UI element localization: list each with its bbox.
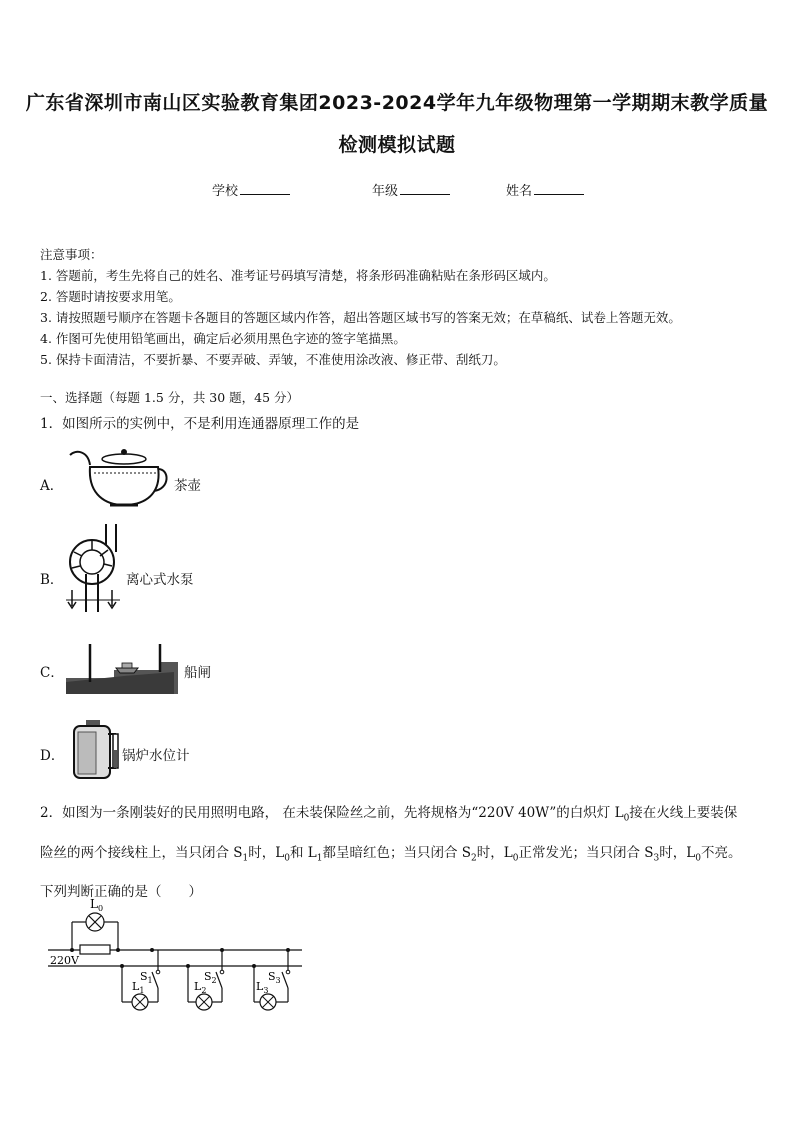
page-title-line-2: 检测模拟试题 (338, 134, 456, 156)
q2-sub: 0 (284, 853, 290, 864)
voltage-label: 220V (50, 954, 79, 967)
switch-s2 (216, 972, 222, 988)
option-d-letter: D． (40, 748, 65, 764)
switch-s1-label: $S_1$ (140, 970, 153, 985)
q2-text: 正常发光；当只闭合 S (518, 844, 654, 861)
notes-block (40, 244, 681, 370)
notes-item: 2. 答题时请按要求用笔。 (40, 289, 181, 304)
q2-text: 时，L (659, 844, 696, 861)
q2-text: 接在火线上要装保 (629, 805, 738, 821)
lamp-l2-label: $L_2$ (194, 980, 207, 995)
question-1-stem: 1．如图所示的实例中，不是利用连通器原理工作的是 (40, 416, 360, 432)
name-blank (534, 182, 584, 195)
option-a-letter: A． (40, 478, 64, 494)
branch-3 (252, 948, 290, 1010)
q2-sub: 1 (242, 853, 249, 864)
question-2-line-1 (40, 796, 760, 836)
name-field (506, 180, 584, 199)
option-b-letter: B． (40, 572, 64, 588)
option-c-letter: C． (40, 665, 64, 681)
option-c-label: 船闸 (184, 665, 211, 681)
lamp-l1-label: $L_1$ (132, 980, 145, 995)
switch-s1 (152, 972, 158, 988)
school-field (212, 180, 290, 199)
q2-sub: 3 (653, 853, 660, 864)
notes-item: 4. 作图可先使用铅笔画出，确定后必须用黑色字迹的签字笔描黑。 (40, 331, 406, 346)
q2-sub: 2 (471, 853, 477, 864)
q2-text: 时，L (248, 844, 285, 861)
q2-sub: 0 (695, 853, 701, 864)
notes-item: 3. 请按照题号顺序在答题卡各题目的答题区域内作答，超出答题区域书写的答案无效；在草稿纸、试卷上答题无效。 (40, 310, 681, 325)
q2-sub: 1 (316, 853, 323, 864)
q2-text: 都呈暗红色；当只闭合 S (322, 844, 472, 861)
lamp-l3-label: $L_3$ (256, 980, 269, 995)
circuit-diagram (48, 892, 308, 1022)
option-d-label: 锅炉水位计 (122, 748, 190, 764)
option-b-label: 离心式水泵 (126, 572, 194, 588)
q2-text: 不亮。 (700, 844, 742, 861)
q2-sub: 0 (512, 853, 519, 864)
q2-text: 和 L (289, 844, 317, 861)
branch-2 (186, 948, 224, 1010)
teapot-icon (66, 447, 172, 509)
section-heading: 一、选择题（每题 1.5 分，共 30 题，45 分） (40, 390, 300, 405)
q2-text: 时，L (476, 844, 513, 861)
notes-item: 1. 答题前，考生先将自己的姓名、准考证号码填写清楚，将条形码准确粘贴在条形码区域内。 (40, 268, 556, 283)
grade-blank (400, 182, 450, 195)
grade-field (372, 180, 450, 199)
switch-s3 (282, 972, 288, 988)
notes-heading: 注意事项： (40, 247, 103, 262)
school-blank (240, 182, 290, 195)
question-2-line-3: 下列判断正确的是（ ） (40, 884, 202, 901)
name-label: 姓名 (506, 184, 533, 199)
option-a-label: 茶壶 (174, 478, 201, 494)
lamp-l0-label: $L_0$ (90, 897, 104, 913)
branch-1 (120, 948, 160, 1010)
notes-item: 5. 保持卡面清洁，不要折暴、不要弄破、弄皱，不准使用涂改液、修正带、刮纸刀。 (40, 352, 506, 367)
question-2-line-2 (40, 836, 760, 876)
switch-s2-label: $S_2$ (204, 970, 217, 985)
pump-icon (62, 522, 124, 612)
ship-lock-icon (64, 642, 180, 696)
q2-text: 2．如图为一条刚装好的民用照明电路， 在未装保险丝之前，先将规格为“220V 40W”的白炽灯 L (40, 805, 624, 821)
boiler-gauge-icon (68, 718, 120, 782)
switch-s3-label: $S_3$ (268, 970, 281, 985)
school-label: 学校 (212, 184, 239, 199)
q2-text: 险丝的两个接线柱上，当只闭合 S (40, 844, 243, 861)
grade-label: 年级 (372, 184, 399, 199)
fuse-terminals (80, 945, 110, 954)
q2-sub: 0 (623, 813, 630, 824)
page-title-line-1: 广东省深圳市南山区实验教育集团2023-2024学年九年级物理第一学期期末教学质量 (25, 92, 769, 114)
